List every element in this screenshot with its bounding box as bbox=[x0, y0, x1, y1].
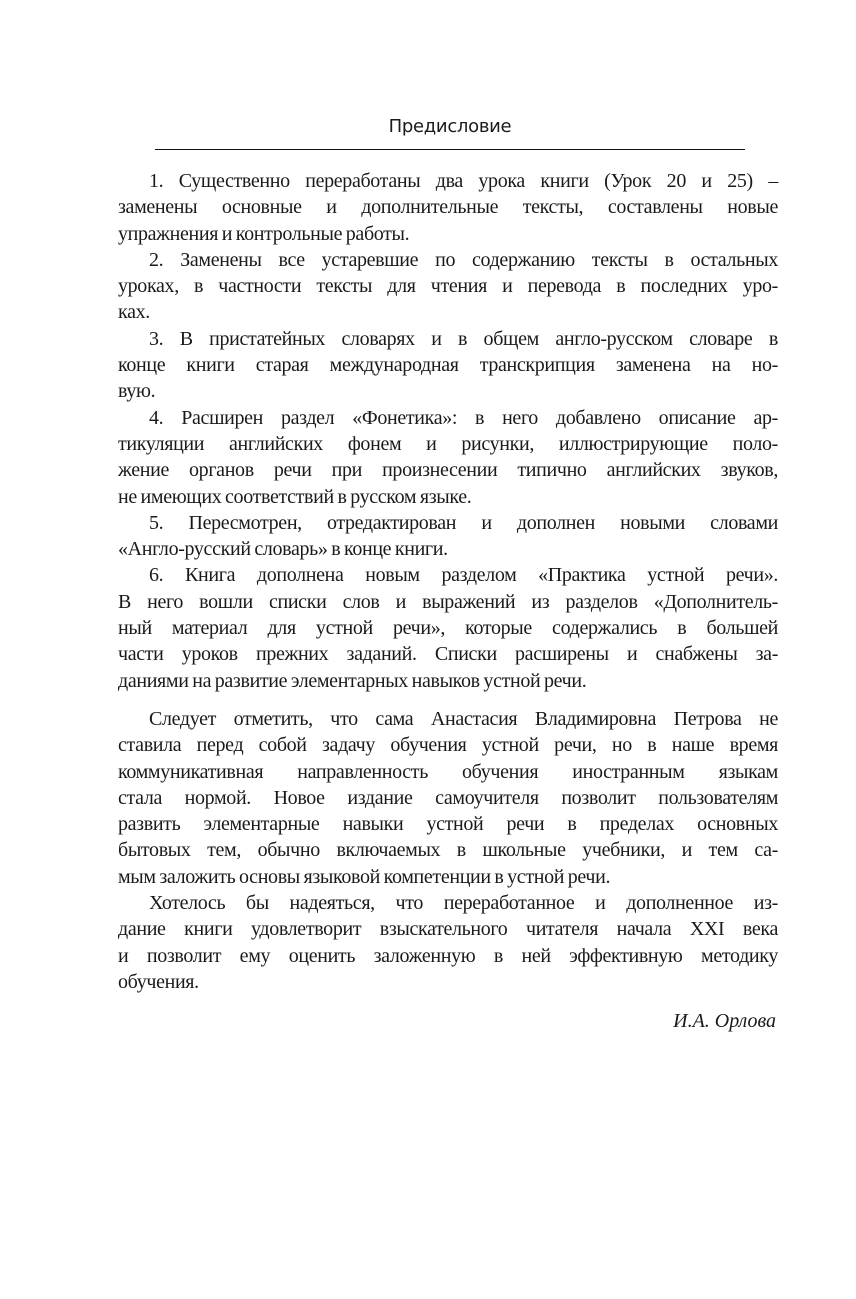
text-line: 2. Заменены все устаревшие по содержанию тексты в остальных bbox=[149, 248, 778, 271]
paragraph bbox=[118, 168, 778, 247]
text-line: уроках, в частности тексты для чтения и перевода в последних уро- bbox=[118, 275, 778, 298]
text-line: ставила перед собой задачу обучения устной речи, но в наше время bbox=[118, 734, 778, 757]
text-line: Следует отметить, что сама Анастасия Владимировна Петрова не bbox=[149, 707, 778, 730]
text-line: развить элементарные навыки устной речи в пределах основных bbox=[118, 813, 778, 836]
text-line: «Англо-русский словарь» в конце книги. bbox=[118, 538, 448, 561]
text-line: жение органов речи при произнесении типично английских звуков, bbox=[118, 459, 778, 482]
text-line: мым заложить основы языковой компетенции в устной речи. bbox=[118, 865, 611, 888]
text-line: заменены основные и дополнительные тексты, составлены новые bbox=[118, 196, 778, 219]
page-header-title: Предисловие bbox=[388, 116, 512, 137]
text-line: и позволит ему оценить заложенную в ней эффективную методику bbox=[118, 944, 778, 967]
text-line: вую. bbox=[118, 380, 156, 403]
text-line: дание книги удовлетворит взыскательного читателя начала XXI века bbox=[118, 918, 778, 941]
paragraph bbox=[118, 510, 778, 563]
text-line: 1. Существенно переработаны два урока книги (Урок 20 и 25) – bbox=[149, 170, 778, 192]
header-rule bbox=[155, 149, 745, 150]
author-signature: И.А. Орлова bbox=[673, 1010, 776, 1032]
text-line: 4. Расширен раздел «Фонетика»: в него добавлено описание ар- bbox=[149, 406, 778, 429]
text-line: тикуляции английских фонем и рисунки, иллюстрирующие поло- bbox=[118, 432, 778, 455]
text-line: части уроков прежних заданий. Списки расширены и снабжены за- bbox=[118, 643, 778, 666]
block-gap bbox=[118, 694, 778, 706]
text-line: бытовых тем, обычно включаемых в школьные учебники, и тем са- bbox=[118, 839, 778, 862]
text-line: В него вошли списки слов и выражений из разделов «Дополнитель- bbox=[118, 590, 778, 613]
paragraph bbox=[118, 890, 778, 995]
text-line: Хотелось бы надеяться, что переработанное и дополненное из- bbox=[149, 892, 778, 915]
paragraph bbox=[118, 326, 778, 405]
paragraph bbox=[118, 405, 778, 510]
text-line: 3. В пристатейных словарях и в общем англо-русском словаре в bbox=[149, 327, 778, 350]
paragraph bbox=[118, 247, 778, 326]
text-line: ках. bbox=[118, 301, 150, 324]
document-body bbox=[118, 168, 778, 995]
text-line: стала нормой. Новое издание самоучителя позволит пользователям bbox=[118, 786, 778, 809]
text-line: не имеющих соответствий в русском языке. bbox=[118, 485, 472, 508]
text-line: упражнения и контрольные работы. bbox=[118, 222, 410, 245]
text-line: ный материал для устной речи», которые содержались в большей bbox=[118, 617, 778, 640]
paragraph bbox=[118, 562, 778, 693]
paragraph bbox=[118, 706, 778, 890]
text-line: обучения. bbox=[118, 970, 199, 993]
text-line: даниями на развитие элементарных навыков устной речи. bbox=[118, 669, 587, 692]
text-line: 6. Книга дополнена новым разделом «Практика устной речи». bbox=[149, 564, 778, 587]
text-line: коммуникативная направленность обучения иностранным языкам bbox=[118, 760, 778, 783]
text-line: конце книги старая международная транскрипция заменена на но- bbox=[118, 354, 778, 377]
text-line: 5. Пересмотрен, отредактирован и дополнен новыми словами bbox=[149, 511, 778, 534]
